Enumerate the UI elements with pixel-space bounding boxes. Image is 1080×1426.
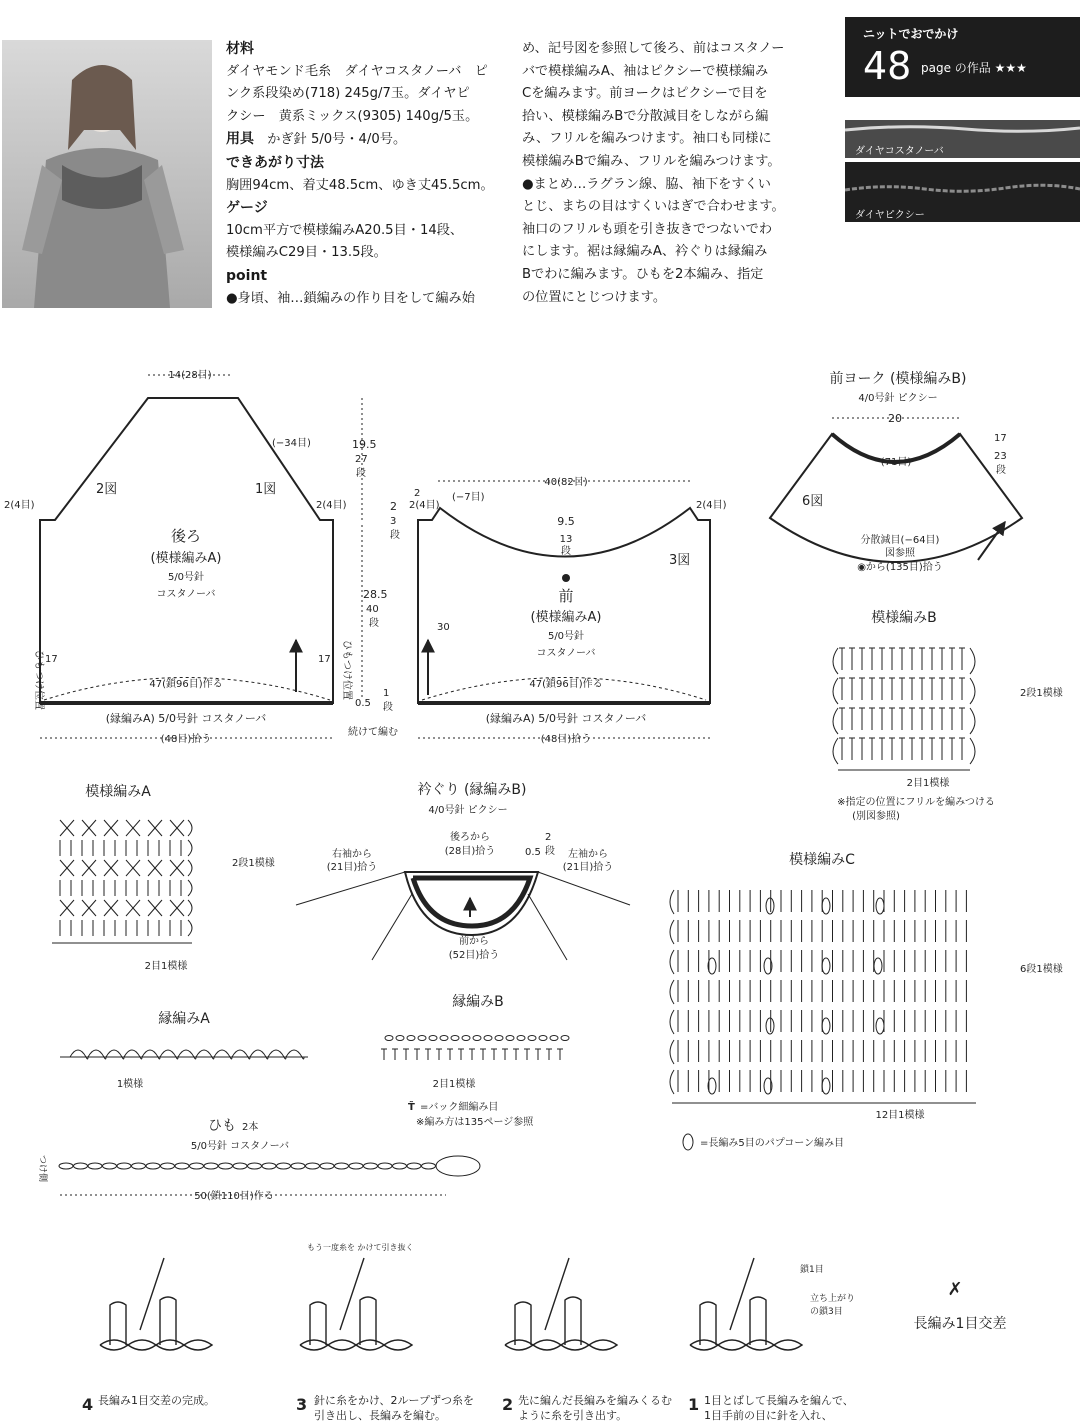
chain-stitch [422,1163,436,1169]
back-raglan-dec: (−34目) [272,438,311,449]
dim-2: 2 [390,500,397,513]
back-fig1: 1図 [255,482,277,497]
post-stitch [750,1297,766,1345]
stitch-loop [384,1340,412,1350]
yarn-line1: ダイヤコスタノーバ ピ [344,63,488,79]
step4-caption: 長編み1目交差の完成。 [98,1394,215,1407]
front-fig3: 3図 [669,553,691,568]
continue-knitting: 続けて編む [348,727,398,738]
chain-stitch [117,1163,131,1169]
chain-stitch [103,1163,117,1169]
instruction-line: Cを編みます。前ヨークはピクシーで目を [522,86,768,102]
step1-caption2: 1目手前の目に針を入れ、 [704,1409,833,1422]
pattern-b-grid [833,648,975,770]
front-pattern: (模様編みA) [530,610,602,625]
stitch-loop [718,1340,746,1350]
pattern-c-legend: =長編み5目のパプコーン編み目 [700,1138,845,1149]
chain-stitch [451,1036,459,1041]
yoke-ref: 図参照 [885,548,915,559]
front-center-mark [562,574,570,582]
step3-caption2: 引き出し、長編みを編む。 [314,1409,446,1422]
yoke-fig6: 6図 [802,494,824,509]
pattern-c-rows: 6段1模様 [1020,964,1063,975]
turn-loop [670,920,674,944]
point-line1: ●身頃、袖…鎖編みの作り目をして編み始 [226,290,475,306]
stitch-loop [184,1340,212,1350]
pattern-a-repeat: 2目1模様 [144,961,188,972]
tie-needle: 5/0号針 コスタノーバ [190,1141,290,1152]
turn-loop [670,890,674,914]
dim-dan: 段 [545,846,555,857]
chain-stitch [175,1163,189,1169]
neckline-rows2: 2 [545,832,552,843]
front-needle: 5/0号針 [547,631,585,642]
neckline-title: 衿ぐり (縁編みB) [417,782,527,798]
back-pattern: (模様編みA) [150,551,222,566]
chain-stitch [506,1036,514,1041]
step1-rise: 立ち上がり [810,1294,856,1304]
front-corner-right: 2(4目) [696,500,727,511]
chain-stitch [473,1036,481,1041]
post-stitch [110,1302,126,1345]
tools-text: かぎ針 5/0号・4/0号。 [267,132,407,148]
step1-rise2: の鎖3目 [810,1307,843,1317]
chain-stitch [364,1163,378,1169]
back-yarn: コスタノーバ [156,589,216,600]
front-left-2: 2 [414,488,421,499]
stitch-loop [533,1340,561,1350]
chain-stitch [407,1163,421,1169]
front-side-30: 30 [437,622,450,633]
dim-27: 27 [355,454,368,465]
instruction-line: バで模様編みA、袖はピクシーで模様編み [522,63,769,79]
series-title: ニットでおでかけ [863,27,959,41]
neckline-right-count: (21目)拾う [326,862,378,873]
step3-note: もう一度糸を かけて引き抜く [307,1243,414,1252]
pattern-c-grid [670,890,976,1103]
front-neck: 9.5 [557,515,575,528]
back-needle: 5/0号針 [167,572,205,583]
chain-stitch [396,1036,404,1041]
edge-b-note2: ※編み方は135ページ参照 [416,1117,534,1128]
instruction-line: 袖口のフリルも頭を引き抜きでつないでわ [522,221,773,237]
crochet-steps [100,1258,802,1350]
instruction-line: にします。裾は縁編みA、衿ぐりは縁編み [522,244,768,260]
yoke-neck: (71目) [880,457,912,468]
yoke-top: 20 [888,412,902,425]
chain-stitch [262,1163,276,1169]
back-side-17-left: 17 [45,654,58,665]
stitch-loop [589,1340,617,1350]
front-chain: 47(鎖96目)作る [529,679,603,690]
yarn-line3: クシー 黄系ミックス(9305) 140g/5玉。 [226,108,479,124]
yarn-brand: ダイヤモンド毛糸 [226,63,332,79]
tie-title: ひも [208,1118,236,1134]
dim-dan: 段 [996,465,1006,476]
chain-stitch [393,1163,407,1169]
chain-stitch [74,1163,88,1169]
turn-loop [970,708,975,734]
popcorn-stitch-icon [876,1018,884,1034]
back-corner-right: 2(4目) [316,500,347,511]
instruction-line: め、記号図を参照して後ろ、前はコスタノー [522,41,785,56]
dim-dan: 段 [390,530,400,541]
yoke-title: 前ヨーク (模様編みB) [829,371,967,387]
post-stitch [700,1302,716,1345]
front-pickup: (48目)拾う [540,734,592,745]
chain-stitch [378,1163,392,1169]
post-stitch [565,1297,581,1345]
popcorn-stitch-icon [822,958,830,974]
popcorn-stitch-icon [822,1018,830,1034]
neckline-front: 前から [459,936,489,947]
front-name: 前 [558,587,574,605]
pattern-c-repeat: 12目1模様 [875,1110,925,1121]
chain-stitch [291,1163,305,1169]
chain-stitch [146,1163,160,1169]
chain-stitch [550,1036,558,1041]
instruction-line: Bでわに編みます。ひもを2本編み、指定 [522,266,764,282]
edge-b-note1: =バック細編み目 [420,1102,499,1113]
turn-loop [188,840,192,856]
stitch-loop [300,1340,328,1350]
neckline-front-count: (52目)拾う [448,950,500,961]
instruction-line: 拾い、模様編みBで分散減目をしながら編 [522,108,769,124]
tie-chain-count: 50(鎖110目)作る [194,1191,274,1202]
gauge-line2: 模様編みC29目・13.5段。 [226,245,387,261]
back-corner-left: 2(4目) [4,500,35,511]
turn-loop [188,820,192,836]
chain-stitch [539,1036,547,1041]
pattern-b-note2: (別図参照) [852,811,900,822]
back-edge: (縁編みA) 5/0号針 コスタノーバ [105,712,267,725]
pattern-a-rows: 2段1模様 [232,858,275,869]
chain-stitch [219,1163,233,1169]
step1-chain: 鎖1目 [800,1265,824,1275]
instruction-line: ●まとめ…ラグラン線、脇、袖下をすくい [522,176,771,192]
turn-loop [833,648,838,674]
dim-1: 1 [383,688,390,699]
pattern-b-repeat: 2目1模様 [906,778,950,789]
turn-loop [188,860,192,876]
edge-b-repeat: 2目1模様 [432,1079,476,1090]
pattern-b-note1: ※指定の位置にフリルを編みつける [837,797,995,808]
dim-0-5: 0.5 [355,698,371,709]
step2-caption1: 先に編んだ長編みを編みくるむ [518,1394,672,1407]
chain-stitch [161,1163,175,1169]
turn-loop [833,678,838,704]
chain-stitch [385,1036,393,1041]
pattern-b-rows: 2段1模様 [1020,688,1063,699]
chain-stitch [88,1163,102,1169]
chain-stitch [349,1163,363,1169]
yoke-needle: 4/0号針 ピクシー [858,393,938,404]
turn-loop [188,880,192,896]
edge-a-chart [60,1050,308,1059]
instruction-line: み、フリルを編みつけます。袖口も同様に [522,131,772,147]
chain-stitch [429,1036,437,1041]
front-width: 40(82目) [544,477,588,488]
back-pickup: (48目)拾う [160,734,212,745]
dim-19-5: 19.5 [352,438,377,451]
stitch-loop [128,1340,156,1350]
chain-stitch [320,1163,334,1169]
dim-3: 3 [390,516,397,527]
dim-dan: 段 [383,702,393,713]
front-dec: (−7目) [452,492,485,503]
back-top-width: 14(28目) [168,370,212,381]
popcorn-stitch-icon [766,1018,774,1034]
turn-loop [833,708,838,734]
dim-40: 40 [366,604,379,615]
tie-chain [59,1156,480,1176]
chain-stitch [407,1036,415,1041]
chain-stitch [306,1163,320,1169]
step4-number: 4 [82,1395,94,1414]
turn-loop [670,1070,674,1094]
post-stitch [160,1297,176,1345]
chain-stitch [190,1163,204,1169]
stitch-loop [505,1340,533,1350]
post-stitch [515,1302,531,1345]
front-corner-left: 2(4目) [409,500,440,511]
edge-a-repeat: 1模様 [116,1079,144,1090]
yarn2-label: ダイヤピクシー [855,210,925,221]
pattern-b-title: 模様編みB [871,610,937,626]
instruction-line: とじ、まちの目はすくいはぎで合わせます。 [522,199,785,215]
materials-heading: 材料 [226,41,254,57]
dim-dan: 段 [561,546,571,557]
neckline-left-count: (21目)拾う [562,862,614,873]
instruction-line: の位置にとじつけます。 [522,289,667,305]
edge-a-title: 縁編みA [158,1011,210,1027]
neckline-left: 左袖から [568,849,608,860]
back-fig2: 2図 [96,482,118,497]
back-sc-symbol-icon: T̃ [408,1102,415,1113]
turn-loop [970,678,975,704]
point-heading: point [226,267,268,284]
cross-stitch-symbol-icon: ✗ [947,1279,963,1300]
neckline-back: 後ろから [450,832,490,843]
gauge-line1: 10cm平方で模様編みA20.5目・14段、 [226,222,464,238]
chain-stitch [132,1163,146,1169]
step1-number: 1 [688,1395,700,1414]
neckline-rows: 0.5 [525,847,541,858]
popcorn-stitch-icon [683,1134,693,1150]
chain-stitch [440,1036,448,1041]
dim-28-5: 28.5 [363,588,388,601]
pattern-a-grid [52,820,192,943]
front-yarn: コスタノーバ [536,648,596,659]
instruction-line: 模様編みBで編み、フリルを編みつけます。 [522,153,781,169]
post-stitch [360,1297,376,1345]
step3-caption1: 針に糸をかけ、2ループずつ糸を [314,1394,475,1407]
chain-stitch [418,1036,426,1041]
chain-stitch [528,1036,536,1041]
tools-heading: 用具 [226,131,254,148]
yoke-dec: 分散減目(−64目) [860,535,940,546]
turn-loop [188,920,192,936]
chain-stitch [59,1163,73,1169]
size-text: 胸囲94cm、着丈48.5cm、ゆき丈45.5cm。 [226,177,494,193]
edge-b-title: 縁編みB [452,994,504,1010]
back-chain: 47(鎖96目)作る [149,679,223,690]
popcorn-stitch-icon [876,898,884,914]
turn-loop [670,1010,674,1034]
yarn-line2: ンク系段染め(718) 245g/7玉。ダイヤピ [226,86,470,102]
step2-number: 2 [502,1395,514,1414]
post-stitch [310,1302,326,1345]
chain-stitch [233,1163,247,1169]
chain-stitch [561,1036,569,1041]
tie-count: 2本 [242,1122,259,1133]
turn-loop [970,738,975,764]
chain-stitch [277,1163,291,1169]
chain-stitch [462,1036,470,1041]
stitch-loop [690,1340,718,1350]
back-name: 後ろ [170,527,202,545]
yoke-pick: ◉から(135目)拾う [857,562,943,573]
cross-title: 長編み1目交差 [913,1316,1007,1332]
popcorn-stitch-icon [766,898,774,914]
tie-attach: つけ側 [37,1155,47,1183]
yarn1-label: ダイヤコスタノーバ [855,146,944,157]
step2-caption2: ように糸を引き出す。 [518,1409,628,1422]
neckline-right: 右袖から [332,849,372,860]
chain-stitch [204,1163,218,1169]
pattern-a-title: 模様編みA [85,784,151,800]
stitch-loop [328,1340,356,1350]
turn-loop [670,950,674,974]
popcorn-stitch-icon [822,898,830,914]
edge-b-chart [381,1036,569,1061]
chain-stitch [248,1163,262,1169]
step3-number: 3 [296,1395,308,1414]
chain-stitch [484,1036,492,1041]
chain-stitch [495,1036,503,1041]
page-number: 48 [863,44,912,88]
turn-loop [670,980,674,1004]
back-side-17-right: 17 [318,654,331,665]
pattern-c-title: 模様編みC [789,852,855,868]
dim-dan: 段 [369,618,379,629]
neckline-back-count: (28目)拾う [444,846,496,857]
turn-loop [188,900,192,916]
front-edge: (縁編みA) 5/0号針 コスタノーバ [485,712,647,725]
gauge-heading: ゲージ [226,200,268,217]
popcorn-stitch-icon [822,1078,830,1094]
turn-loop [670,1040,674,1064]
front-neck-rows: 13 [559,534,573,545]
chain-stitch [335,1163,349,1169]
stitch-loop [100,1340,128,1350]
stitch-loop [774,1340,802,1350]
yoke-side: 17 [994,433,1007,444]
popcorn-stitch-icon [874,958,882,974]
back-tie-left: ひもつけ位置 [33,650,44,710]
back-tie-right: ひもつけ位置 [341,640,352,700]
yoke-side-rows: 23 [994,451,1007,462]
turn-loop [970,648,975,674]
step1-caption1: 1目とばして長編みを編んで、 [704,1394,854,1407]
dim-dan: 段 [356,468,366,479]
chain-stitch [517,1036,525,1041]
size-heading: できあがり寸法 [226,154,324,171]
tie-end-loop [436,1156,480,1176]
page-suffix: page の作品 ★★★ [921,61,1027,75]
turn-loop [833,738,838,764]
neckline-needle: 4/0号針 ピクシー [428,805,508,816]
